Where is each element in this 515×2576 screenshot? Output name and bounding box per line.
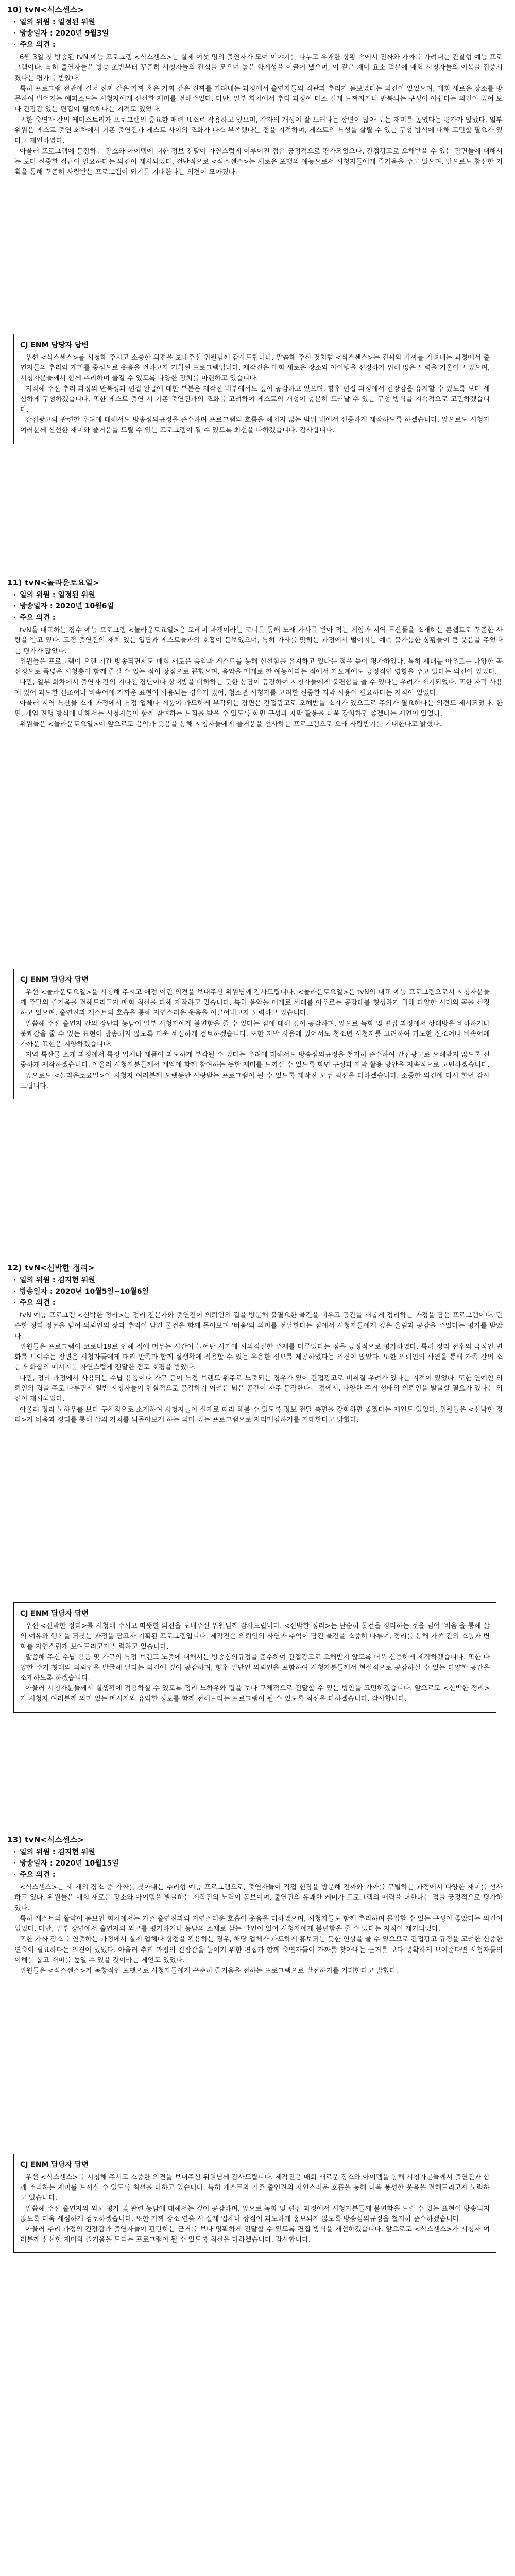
reply-paragraph: 아울러 시청자분들께서 실생활에 적용하실 수 있도록 정리 노하우와 팁을 보다 구체적으로 전달할 수 있는 방안을 고민하겠습니다. 앞으로도 <신박한 정리>가 시청자 여러분께 의미 있는 메시지와 유익한 정보를 함께 전해드리는 프로그램이 될 수 있도록 최선을 다하겠습니다. 감사합니다. — [20, 1685, 490, 1703]
meta-reviewer: · 일의 위원 : 일정된 위원 — [13, 591, 95, 599]
meta-date: · 방송일자 : 2020년 10월15일 — [13, 1859, 119, 1868]
meta-date: · 방송일자 : 2020년 9월3일 — [13, 29, 109, 38]
reply-paragraph: 우선 <놀라운토요일>을 시청해 주시고 애정 어린 의견을 보내주신 위원님께 감사드립니다. <놀라운토요일>은 tvN의 대표 예능 프로그램으로서 시청자분들께 주말의 즐거움을 전해드리고자 매회 최선을 다해 제작하고 있습니다. 특히 음악을 매개로 세대를 아우르는 공감대를 형성하기 위해 다양한 시대의 곡을 선정하고 있으며, 출연진과 게스트의 호흡을 통해 자연스러운 웃음을 이끌어내고자 노력하고 있습니다. — [20, 989, 490, 1018]
section-meta — [13, 589, 114, 623]
opinion-body — [14, 625, 503, 730]
reply-paragraph: 말씀해 주신 수납 용품 및 가구의 특정 브랜드 노출에 대해서는 방송심의규정을 준수하여 간접광고로 오해받지 않도록 더욱 신중하게 제작하겠습니다. 또한 다양한 주거 형태의 의뢰인을 발굴해 달라는 의견에 깊이 공감하며, 향후 일반인 의뢰인을 포함하여 시청자분들께서 현실적으로 공감하실 수 있는 다양한 공간을 소개하도록 하겠습니다. — [20, 1653, 490, 1683]
meta-reviewer: · 일의 위원 : 김지현 위원 — [13, 1276, 95, 1284]
opinion-paragraph: 위원들은 <놀라운토요일>이 앞으로도 음악과 웃음을 통해 시청자들에게 즐거움을 선사하는 프로그램으로 오래 사랑받기를 기대한다고 밝혔다. — [20, 720, 442, 728]
reply-paragraph: 우선 <식스센스>를 시청해 주시고 소중한 의견을 보내주신 위원님께 감사드립니다. 제작진은 매회 새로운 장소와 아이템을 통해 시청자분들께서 출연진과 함께 추리하는 재미를 느끼실 수 있도록 최선을 다하고 있습니다. 특히 게스트와 기존 출연진의 자연스러운 호흡을 통해 더욱 풍성한 웃음을 전해드리고자 노력하고 있습니다. — [20, 2174, 490, 2202]
opinion-paragraph: 특히 프로그램 전반에 걸쳐 진짜 같은 가짜 혹은 가짜 같은 진짜를 가려내는 과정에서 출연자들의 직관과 추리가 돋보였다는 의견이 있었으며, 매회 새로운 장소를 방문하여 벌어지는 에피소드는 시청자에게 신선한 재미를 전해주었다. 다만, 일부 회차에서 추리 과정이 다소 길게 느껴지거나 반복되는 구성이 아쉽다는 의견이 있어 보다 긴장감 있는 편집이 필요하다는 지적도 있었다. — [14, 84, 503, 114]
reply-paragraph: 아울러 추리 과정의 긴장감과 출연자들이 판단하는 근거를 보다 명확하게 전달할 수 있도록 편집 방식을 개선하겠습니다. 앞으로도 <식스센스>가 시청자 여러분께 신선한 재미와 즐거움을 드리는 프로그램이 될 수 있도록 최선을 다하겠습니다. 감사합니다. — [20, 2226, 490, 2244]
opinion-paragraph: 다만, 일부 회차에서 출연자 간의 지나친 장난이나 상대방을 비하하는 듯한 농담이 등장하여 시청자들에게 불편함을 줄 수 있다는 우려가 제기되었다. 또한 자막 사용에 있어 과도한 신조어나 비속어에 가까운 표현이 사용되는 경우가 있어, 청소년 시청자를 고려한 신중한 자막 사용이 필요하다는 지적이 있었다. — [14, 679, 503, 697]
reply-box — [13, 2154, 496, 2253]
reply-body — [20, 2173, 490, 2245]
opinion-paragraph: 다만, 정리 과정에서 사용되는 수납 용품이나 가구 등이 특정 브랜드 위주로 노출되는 경우가 있어 간접광고로 비춰질 우려가 있다는 지적이 있었다. 또한 연예인 의뢰인의 집을 주로 다루면서 일반 시청자들이 현실적으로 공감하기 어려운 넓은 공간이 자주 등장한다는 점에서, 다양한 주거 형태의 의뢰인을 발굴할 필요가 있다는 의견이 제시되었다. — [14, 1374, 503, 1403]
reply-paragraph: 지역 특산물 소개 과정에서 특정 업체나 제품이 과도하게 부각될 수 있다는 우려에 대해서도 방송심의규정을 철저히 준수하여 간접광고로 오해받지 않도록 신중하게 제작하겠습니다. 아울러 시청자분들께서 게임에 함께 참여하는 듯한 재미를 느끼실 수 있도록 화면 구성과 자막 활용 방안을 지속적으로 고민하겠습니다. — [20, 1051, 490, 1070]
reply-box — [13, 334, 496, 444]
section-meta — [13, 1275, 149, 1309]
reply-paragraph: 지적해 주신 추리 과정의 반복성과 편집 완급에 대한 부분은 제작진 내부에서도 깊이 공감하고 있으며, 향후 편집 과정에서 긴장감을 유지할 수 있도록 보다 세심하게 구성하겠습니다. 또한 게스트 출연 시 기존 출연진과의 조화를 고려하여 게스트의 개성이 충분히 드러날 수 있는 구성 방식을 지속적으로 고민하겠습니다. — [20, 385, 490, 414]
reply-box — [13, 969, 496, 1099]
reply-paragraph: 간접광고와 관련한 우려에 대해서도 방송심의규정을 준수하며 프로그램의 흐름을 해치지 않는 범위 내에서 신중하게 제작하도록 하겠습니다. 앞으로도 시청자 여러분께 신선한 재미와 즐거움을 드릴 수 있는 프로그램이 될 수 있도록 최선을 다하겠습니다. 감사합니다. — [20, 416, 490, 435]
opinion-paragraph: 또한 출연자 간의 케미스트리가 프로그램의 중요한 매력 요소로 작용하고 있으며, 각자의 개성이 잘 드러나는 장면이 많아 보는 재미를 높였다는 평가가 많았다. 일부 위원은 게스트 출연 회차에서 기존 출연진과 게스트 사이의 조화가 다소 부족했다는 점을 지적하며, 게스트의 특성을 살릴 수 있는 구성 방식에 대해 고민할 필요가 있다고 제언하였다. — [14, 116, 503, 145]
section-meta — [13, 16, 109, 50]
reply-paragraph: 앞으로도 <놀라운토요일>이 시청자 여러분께 오랫동안 사랑받는 프로그램이 될 수 있도록 제작진 모두 최선을 다하겠습니다. 소중한 의견에 다시 한번 감사드립니다. — [20, 1072, 490, 1090]
opinion-body — [14, 53, 503, 178]
opinion-paragraph: 위원들은 <식스센스>가 독창적인 포맷으로 시청자들에게 꾸준히 즐거움을 전하는 프로그램으로 발전하기를 기대한다고 밝혔다. — [20, 1967, 398, 1975]
opinion-paragraph: tvN 예능 프로그램 <신박한 정리>는 정리 전문가와 출연진이 의뢰인의 집을 방문해 불필요한 물건을 비우고 공간을 새롭게 정리하는 과정을 담은 프로그램이다. 단순한 정리 정돈을 넘어 의뢰인의 삶과 추억이 담긴 물건을 함께 돌아보며 '비움'의 의미를 전달한다는 점에서 시청자들에게 깊은 울림과 공감을 주었다는 평가를 받았다. — [14, 1312, 503, 1341]
reply-paragraph: 우선 <신박한 정리>를 시청해 주시고 따뜻한 의견을 보내주신 위원님께 감사드립니다. <신박한 정리>는 단순히 물건을 정리하는 것을 넘어 '비움'을 통해 삶의 여유와 행복을 되찾는 과정을 담고자 기획된 프로그램입니다. 제작진은 의뢰인의 사연과 추억이 담긴 물건을 소중히 다루며, 정리를 통해 가족 간의 소통과 변화를 자연스럽게 보여드리고자 노력하고 있습니다. — [20, 1622, 490, 1651]
opinion-paragraph: 또한 가짜 장소를 연출하는 과정에서 실제 업체나 상점을 활용하는 경우, 해당 업체가 과도하게 홍보되는 듯한 인상을 줄 수 있으므로 간접광고 규정을 고려한 신중한 연출이 필요하다는 의견이 있었다. 아울러 추리 과정의 긴장감을 높이기 위한 편집과 함께 출연자들이 가짜를 찾아내는 근거를 보다 명확하게 보여준다면 시청자들의 이해를 돕고 재미를 높일 수 있을 것이라는 제언도 있었다. — [14, 1936, 503, 1965]
section-title: 12) tvN<신박한 정리> — [7, 1263, 95, 1273]
opinion-paragraph: 위원들은 프로그램이 오랜 기간 방송되면서도 매회 새로운 음악과 게스트를 통해 신선함을 유지하고 있다는 점을 높이 평가하였다. 특히 세대를 아우르는 다양한 곡 선정으로 폭넓은 시청층이 함께 즐길 수 있는 점이 장점으로 꼽혔으며, 음악을 매개로 한 예능이라는 점에서 가요계에도 긍정적인 영향을 주고 있다는 의견이 있었다. — [14, 657, 503, 676]
section-meta — [13, 1846, 119, 1880]
opinion-paragraph: tvN을 대표하는 장수 예능 프로그램 <놀라운토요일>은 도레미 마켓이라는 코너를 통해 노래 가사를 받아 적는 게임과 지역 특산물을 소개하는 콘셉트로 꾸준한 사랑을 받고 있다. 고정 출연진의 재치 있는 입담과 게스트들과의 호흡이 돋보였으며, 특히 가사를 맞히는 과정에서 벌어지는 예측 불가능한 상황들이 큰 웃음을 주었다는 평가가 많았다. — [14, 626, 503, 655]
reply-title: CJ ENM 담당자 답변 — [20, 976, 89, 984]
meta-opinion-label: · 주요 의견 : — [13, 1299, 56, 1307]
reply-body — [20, 988, 490, 1092]
reply-box — [13, 1602, 496, 1713]
reply-paragraph: 말씀해 주신 출연자 간의 장난과 농담이 일부 시청자에게 불편함을 줄 수 있다는 점에 대해 깊이 공감하며, 앞으로 녹화 및 편집 과정에서 상대방을 비하하거나 불쾌감을 줄 수 있는 표현이 방송되지 않도록 더욱 세심하게 검토하겠습니다. 또한 자막 사용에 있어서도 청소년 시청자를 고려하여 과도한 신조어나 비속어에 가까운 표현은 지양하겠습니다. — [20, 1020, 490, 1049]
meta-date: · 방송일자 : 2020년 10월6일 — [13, 602, 114, 611]
section-title: 10) tvN<식스센스> — [7, 5, 84, 14]
reply-body — [20, 353, 490, 436]
opinion-paragraph: 6월 3일 첫 방송된 tvN 예능 프로그램 <식스센스>는 실제 여섯 명의 출연자가 모여 이야기를 나누고 유쾌한 상황 속에서 진짜와 가짜를 가려내는 관찰형 예능 프로그램이다. 특히 출연자들은 방송 초반부터 꾸준히 시청자들의 관심을 모으며 높은 화제성을 이끌어 냈으며, 이 같은 재미 요소 덕분에 매회 시청자들의 이목을 집중시켰다는 평가를 받았다. — [14, 54, 503, 82]
opinion-paragraph: 아울러 정리 노하우를 보다 구체적으로 소개하여 시청자들이 실제로 따라 해볼 수 있도록 정보 전달 측면을 강화하면 좋겠다는 제언도 있었다. 위원들은 <신박한 정리>가 비움과 정리를 통해 삶의 가치를 되돌아보게 하는 의미 있는 프로그램으로 자리매김하기를 기대한다고 밝혔다. — [14, 1405, 503, 1424]
opinion-body — [14, 1883, 503, 1977]
meta-date: · 방송일자 : 2020년 10월5일~10월6일 — [13, 1287, 149, 1296]
opinion-paragraph: 위원들은 프로그램이 코로나19로 인해 집에 머무는 시간이 늘어난 시기에 시의적절한 주제를 다루었다는 점을 긍정적으로 평가하였다. 특히 정리 전후의 극적인 변화를 보여주는 장면은 시청자들에게 대리 만족과 함께 실생활에 적용할 수 있는 유용한 정보를 제공하였다는 의견이 많았다. 또한 의뢰인의 사연을 통해 가족 간의 소통과 화합의 메시지를 자연스럽게 전달한 점도 호평을 받았다. — [14, 1343, 503, 1372]
meta-opinion-label: · 주요 의견 : — [13, 614, 56, 622]
meta-opinion-label: · 주요 의견 : — [13, 1871, 56, 1879]
opinion-paragraph: 특히 게스트의 활약이 돋보인 회차에서는 기존 출연진과의 자연스러운 호흡이 웃음을 더하였으며, 시청자들도 함께 추리하며 몰입할 수 있는 구성이 좋았다는 의견이 있었다. 다만, 일부 장면에서 출연자의 외모를 평가하거나 농담의 소재로 삼는 발언이 있어 시청자에게 불편함을 줄 수 있다는 지적이 제기되었다. — [14, 1914, 503, 1934]
section-title: 11) tvN<놀라운토요일> — [7, 578, 100, 587]
reply-paragraph: 우선 <식스센스>를 시청해 주시고 소중한 의견을 보내주신 위원님께 감사드립니다. 말씀해 주신 것처럼 <식스센스>는 진짜와 가짜를 가려내는 과정에서 출연자들의 추리와 케미를 중심으로 웃음을 전하고자 기획된 프로그램입니다. 제작진은 매회 새로운 장소와 아이템을 선정하기 위해 많은 노력을 기울이고 있으며, 시청자분들께서 함께 추리하며 즐길 수 있도록 다양한 장치를 마련하고 있습니다. — [20, 354, 490, 383]
reply-title: CJ ENM 담당자 답변 — [20, 1609, 89, 1618]
reply-body — [20, 1621, 490, 1705]
opinion-paragraph: 아울러 지역 특산물 소개 과정에서 특정 업체나 제품이 과도하게 부각되는 장면은 간접광고로 오해받을 소지가 있으므로 주의가 필요하다는 의견도 제시되었다. 한편, 게임 진행 방식에 대해서는 시청자들이 함께 참여하는 느낌을 받을 수 있도록 화면 구성과 자막 활용을 더욱 강화하면 좋겠다는 제언이 있었다. — [14, 700, 503, 718]
opinion-body — [14, 1311, 503, 1426]
meta-reviewer: · 일의 위원 : 일정된 위원 — [13, 18, 95, 26]
opinion-paragraph: 아울러 프로그램에 등장하는 장소와 아이템에 대한 정보 전달이 자연스럽게 이루어진 점은 긍정적으로 평가되었으나, 간접광고로 오해받을 수 있는 장면들에 대해서는 보다 신중한 접근이 필요하다는 의견이 제시되었다. 전반적으로 <식스센스>는 새로운 포맷의 예능으로서 시청자들에게 즐거움을 주고 있으며, 앞으로도 참신한 기획을 통해 꾸준히 사랑받는 프로그램이 되기를 기대한다는 의견이 모아졌다. — [14, 147, 503, 177]
section-title: 13) tvN<식스센스> — [7, 1835, 84, 1844]
opinion-paragraph: <식스센스>는 세 개의 장소 중 가짜를 찾아내는 추리형 예능 프로그램으로, 출연자들이 직접 현장을 방문해 진짜와 가짜를 구별하는 과정에서 다양한 재미를 선사하고 있다. 위원들은 매회 새로운 장소와 아이템을 발굴하는 제작진의 노력이 돋보이며, 출연진의 유쾌한 케미가 프로그램의 매력을 더한다는 점을 긍정적으로 평가하였다. — [14, 1884, 503, 1912]
meta-reviewer: · 일의 위원 : 김지현 위원 — [13, 1848, 95, 1856]
reply-title: CJ ENM 담당자 답변 — [20, 341, 89, 349]
reply-title: CJ ENM 담당자 답변 — [20, 2161, 89, 2169]
meta-opinion-label: · 주요 의견 : — [13, 41, 56, 49]
reply-paragraph: 말씀해 주신 출연자의 외모 평가 및 관련 농담에 대해서는 깊이 공감하며, 앞으로 녹화 및 편집 과정에서 시청자분들께 불편함을 드릴 수 있는 표현이 방송되지 않도록 더욱 세심하게 검토하겠습니다. 또한 가짜 장소 연출 시 실제 업체나 상점이 과도하게 홍보되지 않도록 방송심의규정을 철저히 준수하겠습니다. — [20, 2205, 490, 2223]
